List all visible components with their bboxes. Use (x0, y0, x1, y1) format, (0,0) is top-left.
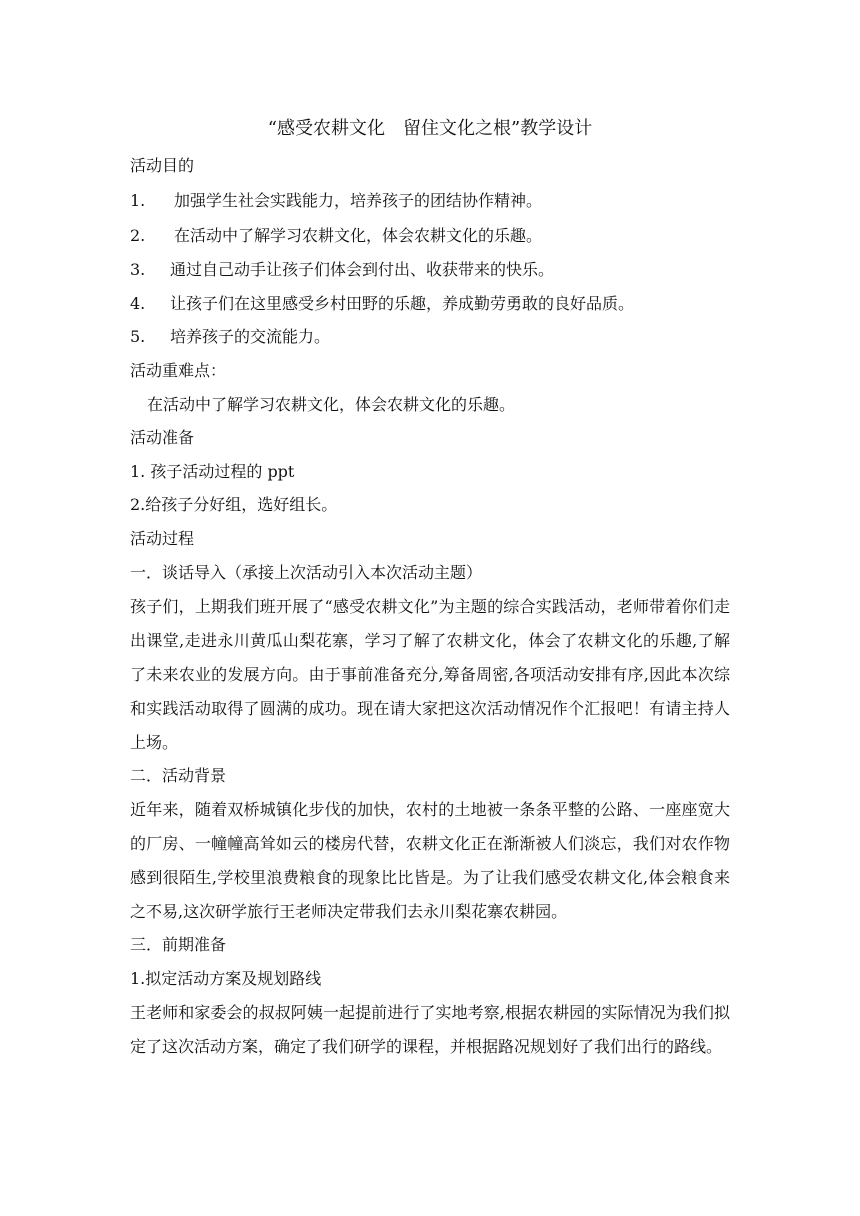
goal-item-text: 加强学生社会实践能力，培养孩子的团结协作精神。 (174, 191, 543, 210)
goal-item-3 (130, 260, 730, 280)
goal-item-number: 5. (130, 327, 146, 346)
key-text: 在活动中了解学习农耕文化，体会农耕文化的乐趣。 (147, 395, 516, 414)
goal-item-number: 2. (130, 226, 146, 245)
process-heading: 活动过程 (130, 529, 195, 548)
goal-item-number: 1. (130, 191, 146, 210)
part2-heading: 二．活动背景 (130, 766, 227, 785)
part2-paragraph: 近年来，随着双桥城镇化步伐的加快，农村的土地被一条条平整的公路、一座座宽大的厂房、一幢幢高耸如云的楼房代替，农耕文化正在渐渐被人们淡忘，我们对农作物感到很陌生,学校里浪费粮食的现象比比皆是。为了让我们感受农耕文化,体会粮食来之不易,这次研学旅行王老师决定带我们去永川梨花寨农耕园。 (130, 800, 730, 921)
part3-sub-heading: 1.拟定活动方案及规划路线 (130, 969, 322, 988)
goal-item-2 (130, 226, 730, 246)
key-heading: 活动重难点： (130, 361, 227, 380)
prep-heading: 活动准备 (130, 428, 195, 447)
document-title: “感受农耕文化 留住文化之根”教学设计 (267, 118, 593, 139)
goal-item-1 (130, 191, 730, 211)
goal-item-text: 让孩子们在这里感受乡村田野的乐趣，养成勤劳勇敢的良好品质。 (170, 294, 635, 313)
part1-paragraph: 孩子们，上期我们班开展了“感受农耕文化”为主题的综合实践活动，老师带着你们走出课堂,走进永川黄瓜山梨花寨，学习了解了农耕文化，体会了农耕文化的乐趣,了解了未来农业的发展方向。由于事前准备充分,筹备周密,各项活动安排有序,因此本次综和实践活动取得了圆满的成功。现在请大家把这次活动情况作个汇报吧！有请主持人上场。 (130, 597, 730, 752)
goal-heading: 活动目的 (130, 156, 195, 175)
part3-paragraph: 王老师和家委会的叔叔阿姨一起提前进行了实地考察,根据农耕园的实际情况为我们拟定了这次活动方案，确定了我们研学的课程，并根据路况规划好了我们出行的路线。 (130, 1003, 730, 1056)
goal-item-text: 在活动中了解学习农耕文化，体会农耕文化的乐趣。 (174, 226, 543, 245)
part3-heading: 三．前期准备 (130, 935, 227, 954)
goal-item-4 (130, 294, 730, 314)
goal-item-5 (130, 327, 730, 347)
goal-item-number: 4. (130, 294, 146, 313)
goal-item-number: 3. (130, 260, 146, 279)
goal-item-text: 通过自己动手让孩子们体会到付出、收获带来的快乐。 (170, 260, 555, 279)
part1-heading: 一．谈话导入（承接上次活动引入本次活动主题） (130, 563, 483, 582)
prep-item-1: 1. 孩子活动过程的 ppt (130, 462, 295, 481)
goal-item-text: 培养孩子的交流能力。 (170, 327, 331, 346)
prep-item-2: 2.给孩子分好组，选好组长。 (130, 495, 338, 514)
